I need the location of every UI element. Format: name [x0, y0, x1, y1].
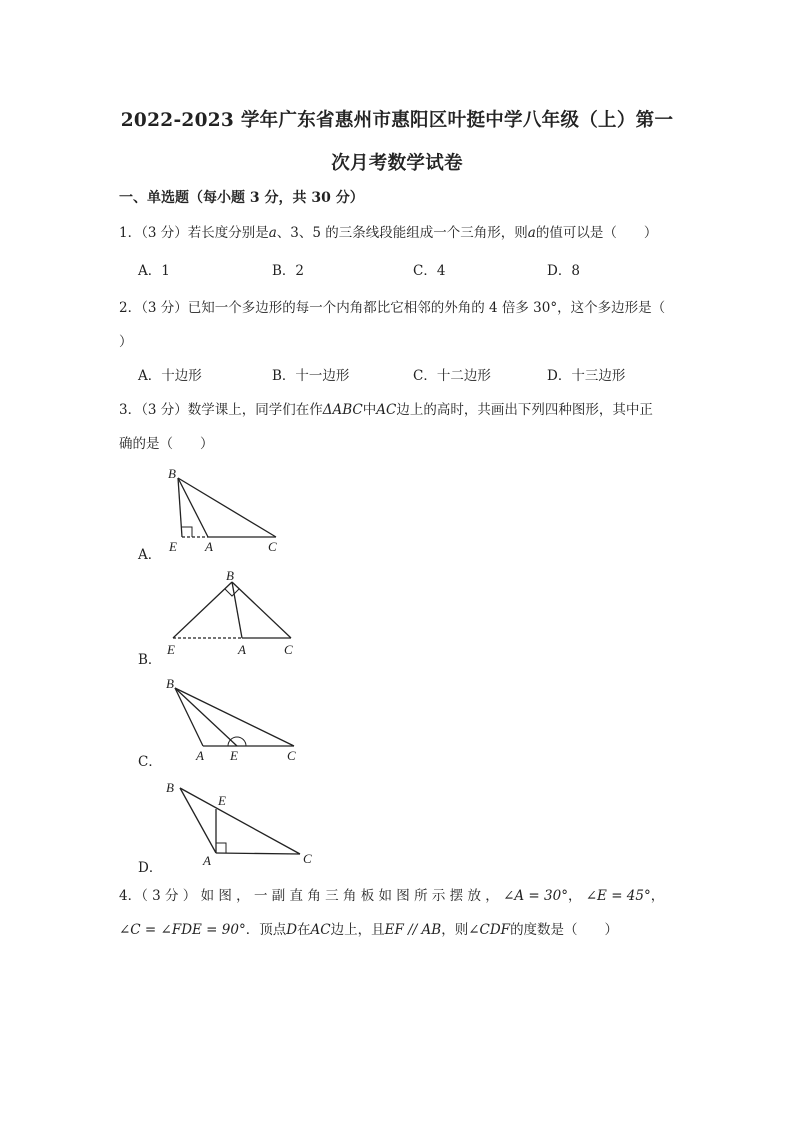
q4-text-e: ，则	[441, 922, 469, 938]
figure-b-point-c: C	[284, 642, 293, 657]
q4-angle-cdf: ∠CDF	[468, 922, 511, 938]
q4-angle-c: ∠C = ∠FDE = 90°	[119, 922, 246, 938]
page-title-line2: 次月考数学试卷	[331, 153, 463, 174]
figure-c-point-e: E	[230, 748, 238, 762]
figure-a-triangle	[160, 463, 290, 555]
figure-b-point-e: E	[167, 642, 175, 657]
q3-mid: 中	[362, 402, 377, 418]
q4-angle-a: ∠A = 30°	[503, 888, 568, 904]
q1-option-b: B．2	[272, 263, 305, 279]
question-2-line1: 2．（3 分）已知一个多边形的每一个内角都比它相邻的外角的 4 倍多 30°，这个多边形是（	[119, 300, 666, 316]
figure-a-point-a: A	[205, 539, 213, 554]
question-3-line1	[119, 398, 653, 418]
figure-a-label: A．	[138, 547, 162, 563]
q3-triangle: ΔABC	[322, 402, 363, 418]
question-3-line2: 确的是（ ）	[119, 436, 214, 452]
figure-d-point-b: B	[166, 780, 174, 795]
figure-c-point-b: B	[166, 676, 174, 691]
q4-angle-e: ∠E = 45°	[585, 888, 651, 904]
figure-c-label: C．	[138, 754, 162, 770]
figure-d-point-e: E	[218, 793, 226, 808]
q1-option-c: C．4	[413, 263, 446, 279]
q1-mid: 、3、5 的三条线段能组成一个三角形，则	[276, 225, 528, 241]
q3-prefix: 3．（3 分）数学课上，同学们在作	[119, 402, 323, 418]
q4-comma-2: ，	[650, 888, 665, 904]
question-4-line1	[119, 884, 675, 904]
q4-seg-ac: AC	[310, 922, 331, 938]
q4-text-c: 在	[297, 922, 311, 938]
q1-prefix: 1．（3 分）若长度分别是	[119, 225, 269, 241]
q4-prefix: 4．（ 3 分 ） 如 图 ， 一 副 直 角 三 角 板 如 图 所 示 摆 放 ，	[119, 888, 499, 904]
figure-c-triangle	[160, 670, 305, 762]
figure-b-point-a: A	[238, 642, 246, 657]
q1-var-a: a	[268, 225, 277, 241]
q4-comma: ，	[567, 888, 582, 904]
q2-option-d: D．十三边形	[547, 368, 626, 384]
figure-a-point-b: B	[168, 466, 176, 481]
q2-option-c: C．十二边形	[413, 368, 491, 384]
figure-d-triangle	[160, 775, 320, 867]
section-heading: 一、单选题（每小题 3 分，共 30 分）	[119, 190, 364, 206]
figure-a-point-e: E	[169, 539, 177, 554]
figure-b-label: B．	[138, 652, 162, 668]
q2-option-a: A．十边形	[138, 368, 202, 384]
figure-d-point-c: C	[303, 851, 312, 866]
figure-c-point-a: A	[196, 748, 204, 762]
q3-segment: AC	[376, 402, 397, 418]
q4-text-b: ．顶点	[245, 922, 287, 938]
q1-option-d: D．8	[547, 263, 580, 279]
figure-b-triangle	[160, 566, 300, 658]
figure-d-point-a: A	[203, 853, 211, 867]
q1-suffix: 的值可以是（ ）	[535, 225, 658, 241]
page-title-line1: 2022-2023 学年广东省惠州市惠阳区叶挺中学八年级（上）第一	[120, 110, 674, 131]
figure-a-point-c: C	[268, 539, 277, 554]
figure-d-label: D．	[138, 860, 163, 876]
q1-var-a2: a	[527, 225, 536, 241]
question-4-line2	[119, 918, 618, 938]
q4-parallel: EF // AB	[384, 922, 442, 938]
q4-text-f: 的度数是（ ）	[510, 922, 619, 938]
q2-option-b: B．十一边形	[272, 368, 350, 384]
q4-point-d: D	[286, 922, 298, 938]
q4-text-d: 边上，且	[330, 922, 385, 938]
q3-suffix: 边上的高时，共画出下列四种图形，其中正	[396, 402, 653, 418]
q1-option-a: A．1	[138, 263, 170, 279]
figure-b-point-b: B	[226, 568, 234, 583]
figure-c-point-c: C	[287, 748, 296, 762]
question-2-line2: ）	[119, 334, 133, 350]
question-1	[119, 221, 657, 241]
